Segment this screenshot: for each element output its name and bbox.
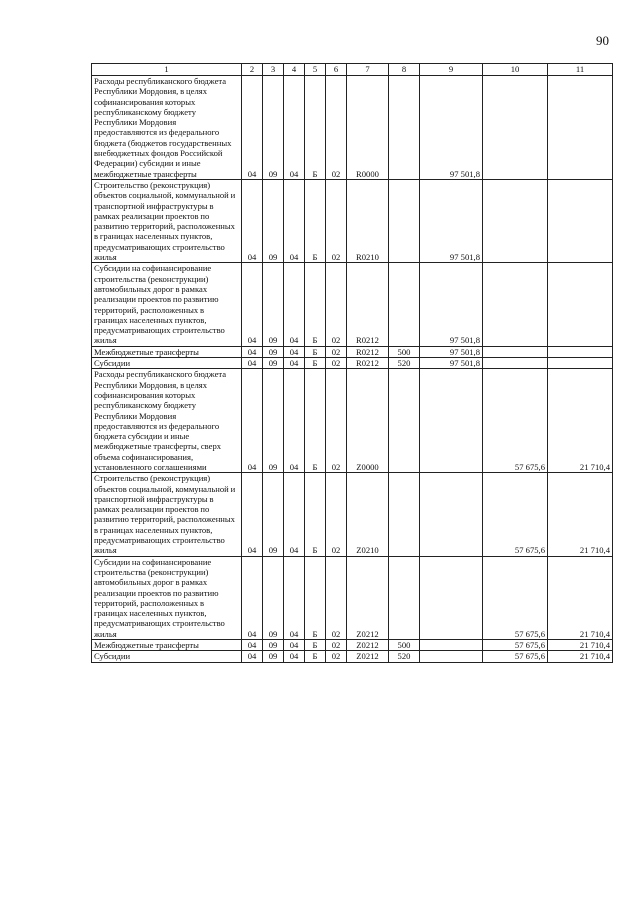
cell-c8 xyxy=(389,473,420,556)
cell-c5: Б xyxy=(305,76,326,180)
cell-c7: Z0210 xyxy=(347,473,389,556)
table-row xyxy=(92,556,613,639)
cell-c5: Б xyxy=(305,263,326,346)
cell-c4: 04 xyxy=(284,473,305,556)
cell-c3: 09 xyxy=(263,556,284,639)
cell-c9: 97 501,8 xyxy=(420,76,483,180)
cell-c10: 57 675,6 xyxy=(483,640,548,651)
cell-c9 xyxy=(420,369,483,473)
cell-c6: 02 xyxy=(326,369,347,473)
cell-c4: 04 xyxy=(284,640,305,651)
row-name: Субсидии xyxy=(92,358,242,369)
column-header: 7 xyxy=(347,64,389,76)
column-header: 2 xyxy=(242,64,263,76)
cell-c8 xyxy=(389,369,420,473)
cell-c6: 02 xyxy=(326,640,347,651)
cell-c3: 09 xyxy=(263,76,284,180)
table-row xyxy=(92,179,613,262)
cell-c6: 02 xyxy=(326,346,347,357)
cell-c2: 04 xyxy=(242,263,263,346)
cell-c4: 04 xyxy=(284,179,305,262)
cell-c7: Z0000 xyxy=(347,369,389,473)
cell-c4: 04 xyxy=(284,346,305,357)
cell-c5: Б xyxy=(305,346,326,357)
cell-c6: 02 xyxy=(326,556,347,639)
cell-c2: 04 xyxy=(242,369,263,473)
cell-c10 xyxy=(483,358,548,369)
cell-c8 xyxy=(389,263,420,346)
cell-c3: 09 xyxy=(263,369,284,473)
cell-c5: Б xyxy=(305,358,326,369)
column-header: 10 xyxy=(483,64,548,76)
row-name: Субсидии на софинансирование строительства (реконструкции) автомобильных дорог в рамках реализации проектов по развитию территорий, расположенных в границах населенных пунктов, предусматривающих строительство жилья xyxy=(92,263,242,346)
cell-c7: Z0212 xyxy=(347,556,389,639)
cell-c5: Б xyxy=(305,369,326,473)
column-header: 3 xyxy=(263,64,284,76)
cell-c3: 09 xyxy=(263,346,284,357)
cell-c6: 02 xyxy=(326,179,347,262)
cell-c11: 21 710,4 xyxy=(548,651,613,662)
cell-c3: 09 xyxy=(263,358,284,369)
cell-c10: 57 675,6 xyxy=(483,473,548,556)
cell-c2: 04 xyxy=(242,76,263,180)
cell-c7: R0212 xyxy=(347,346,389,357)
row-name: Строительство (реконструкция) объектов социальной, коммунальной и транспортной инфраструктуры в рамках реализации проектов по развитию территорий, расположенных в границах населенных пунктов, предусматривающих строительство жилья xyxy=(92,179,242,262)
cell-c7: R0212 xyxy=(347,358,389,369)
cell-c10 xyxy=(483,179,548,262)
row-name: Расходы республиканского бюджета Республики Мордовия, в целях софинансирования которых республиканскому бюджету Республики Мордовия предоставляются из федерального бюджета субсидии и иные межбюджетные трансферты, сверх объема софинансирования, установленного соглашениями xyxy=(92,369,242,473)
cell-c4: 04 xyxy=(284,76,305,180)
cell-c7: R0212 xyxy=(347,263,389,346)
cell-c7: Z0212 xyxy=(347,651,389,662)
row-name: Расходы республиканского бюджета Республики Мордовия, в целях софинансирования которых республиканскому бюджету Республики Мордовия предоставляются из федерального бюджета (бюджетов государственных внебюджетных фондов Российской Федерации) субсидии и иные межбюджетные трансферты xyxy=(92,76,242,180)
cell-c9: 97 501,8 xyxy=(420,179,483,262)
header-row xyxy=(92,64,613,76)
cell-c3: 09 xyxy=(263,263,284,346)
table-row xyxy=(92,640,613,651)
cell-c6: 02 xyxy=(326,358,347,369)
cell-c7: R0000 xyxy=(347,76,389,180)
table-row xyxy=(92,346,613,357)
cell-c4: 04 xyxy=(284,651,305,662)
cell-c6: 02 xyxy=(326,263,347,346)
cell-c2: 04 xyxy=(242,179,263,262)
cell-c10 xyxy=(483,76,548,180)
cell-c2: 04 xyxy=(242,640,263,651)
table-row xyxy=(92,263,613,346)
cell-c9 xyxy=(420,651,483,662)
cell-c4: 04 xyxy=(284,263,305,346)
table-row xyxy=(92,76,613,180)
table-row xyxy=(92,369,613,473)
cell-c2: 04 xyxy=(242,556,263,639)
cell-c10 xyxy=(483,346,548,357)
cell-c10: 57 675,6 xyxy=(483,651,548,662)
row-name: Межбюджетные трансферты xyxy=(92,640,242,651)
cell-c9: 97 501,8 xyxy=(420,346,483,357)
cell-c6: 02 xyxy=(326,76,347,180)
column-header: 9 xyxy=(420,64,483,76)
row-name: Субсидии на софинансирование строительства (реконструкции) автомобильных дорог в рамках реализации проектов по развитию территорий, расположенных в границах населенных пунктов, предусматривающих строительство жилья xyxy=(92,556,242,639)
row-name: Межбюджетные трансферты xyxy=(92,346,242,357)
table-row xyxy=(92,358,613,369)
cell-c10: 57 675,6 xyxy=(483,556,548,639)
cell-c6: 02 xyxy=(326,473,347,556)
cell-c4: 04 xyxy=(284,369,305,473)
cell-c11 xyxy=(548,76,613,180)
cell-c8: 500 xyxy=(389,640,420,651)
cell-c7: Z0212 xyxy=(347,640,389,651)
cell-c2: 04 xyxy=(242,473,263,556)
cell-c11: 21 710,4 xyxy=(548,473,613,556)
cell-c4: 04 xyxy=(284,556,305,639)
cell-c3: 09 xyxy=(263,179,284,262)
cell-c2: 04 xyxy=(242,346,263,357)
cell-c8: 500 xyxy=(389,346,420,357)
cell-c5: Б xyxy=(305,179,326,262)
column-header: 11 xyxy=(548,64,613,76)
cell-c3: 09 xyxy=(263,651,284,662)
cell-c6: 02 xyxy=(326,651,347,662)
column-header: 4 xyxy=(284,64,305,76)
cell-c11 xyxy=(548,179,613,262)
cell-c9 xyxy=(420,640,483,651)
cell-c9 xyxy=(420,473,483,556)
cell-c2: 04 xyxy=(242,358,263,369)
cell-c11: 21 710,4 xyxy=(548,556,613,639)
cell-c11 xyxy=(548,346,613,357)
table-row xyxy=(92,651,613,662)
cell-c8: 520 xyxy=(389,651,420,662)
column-header: 6 xyxy=(326,64,347,76)
cell-c2: 04 xyxy=(242,651,263,662)
column-header: 5 xyxy=(305,64,326,76)
cell-c9: 97 501,8 xyxy=(420,358,483,369)
column-header: 8 xyxy=(389,64,420,76)
cell-c5: Б xyxy=(305,640,326,651)
cell-c7: R0210 xyxy=(347,179,389,262)
cell-c3: 09 xyxy=(263,640,284,651)
cell-c10: 57 675,6 xyxy=(483,369,548,473)
cell-c5: Б xyxy=(305,651,326,662)
column-header: 1 xyxy=(92,64,242,76)
cell-c11 xyxy=(548,358,613,369)
row-name: Строительство (реконструкция) объектов социальной, коммунальной и транспортной инфраструктуры в рамках реализации проектов по развитию территорий, расположенных в границах населенных пунктов, предусматривающих строительство жилья xyxy=(92,473,242,556)
row-name: Субсидии xyxy=(92,651,242,662)
cell-c3: 09 xyxy=(263,473,284,556)
cell-c9 xyxy=(420,556,483,639)
table-row xyxy=(92,473,613,556)
cell-c8 xyxy=(389,556,420,639)
cell-c8 xyxy=(389,76,420,180)
cell-c11: 21 710,4 xyxy=(548,640,613,651)
cell-c11 xyxy=(548,263,613,346)
cell-c9: 97 501,8 xyxy=(420,263,483,346)
cell-c10 xyxy=(483,263,548,346)
budget-table xyxy=(91,63,613,663)
cell-c5: Б xyxy=(305,473,326,556)
cell-c4: 04 xyxy=(284,358,305,369)
cell-c8: 520 xyxy=(389,358,420,369)
cell-c5: Б xyxy=(305,556,326,639)
cell-c8 xyxy=(389,179,420,262)
cell-c11: 21 710,4 xyxy=(548,369,613,473)
page-number: 90 xyxy=(596,33,609,48)
